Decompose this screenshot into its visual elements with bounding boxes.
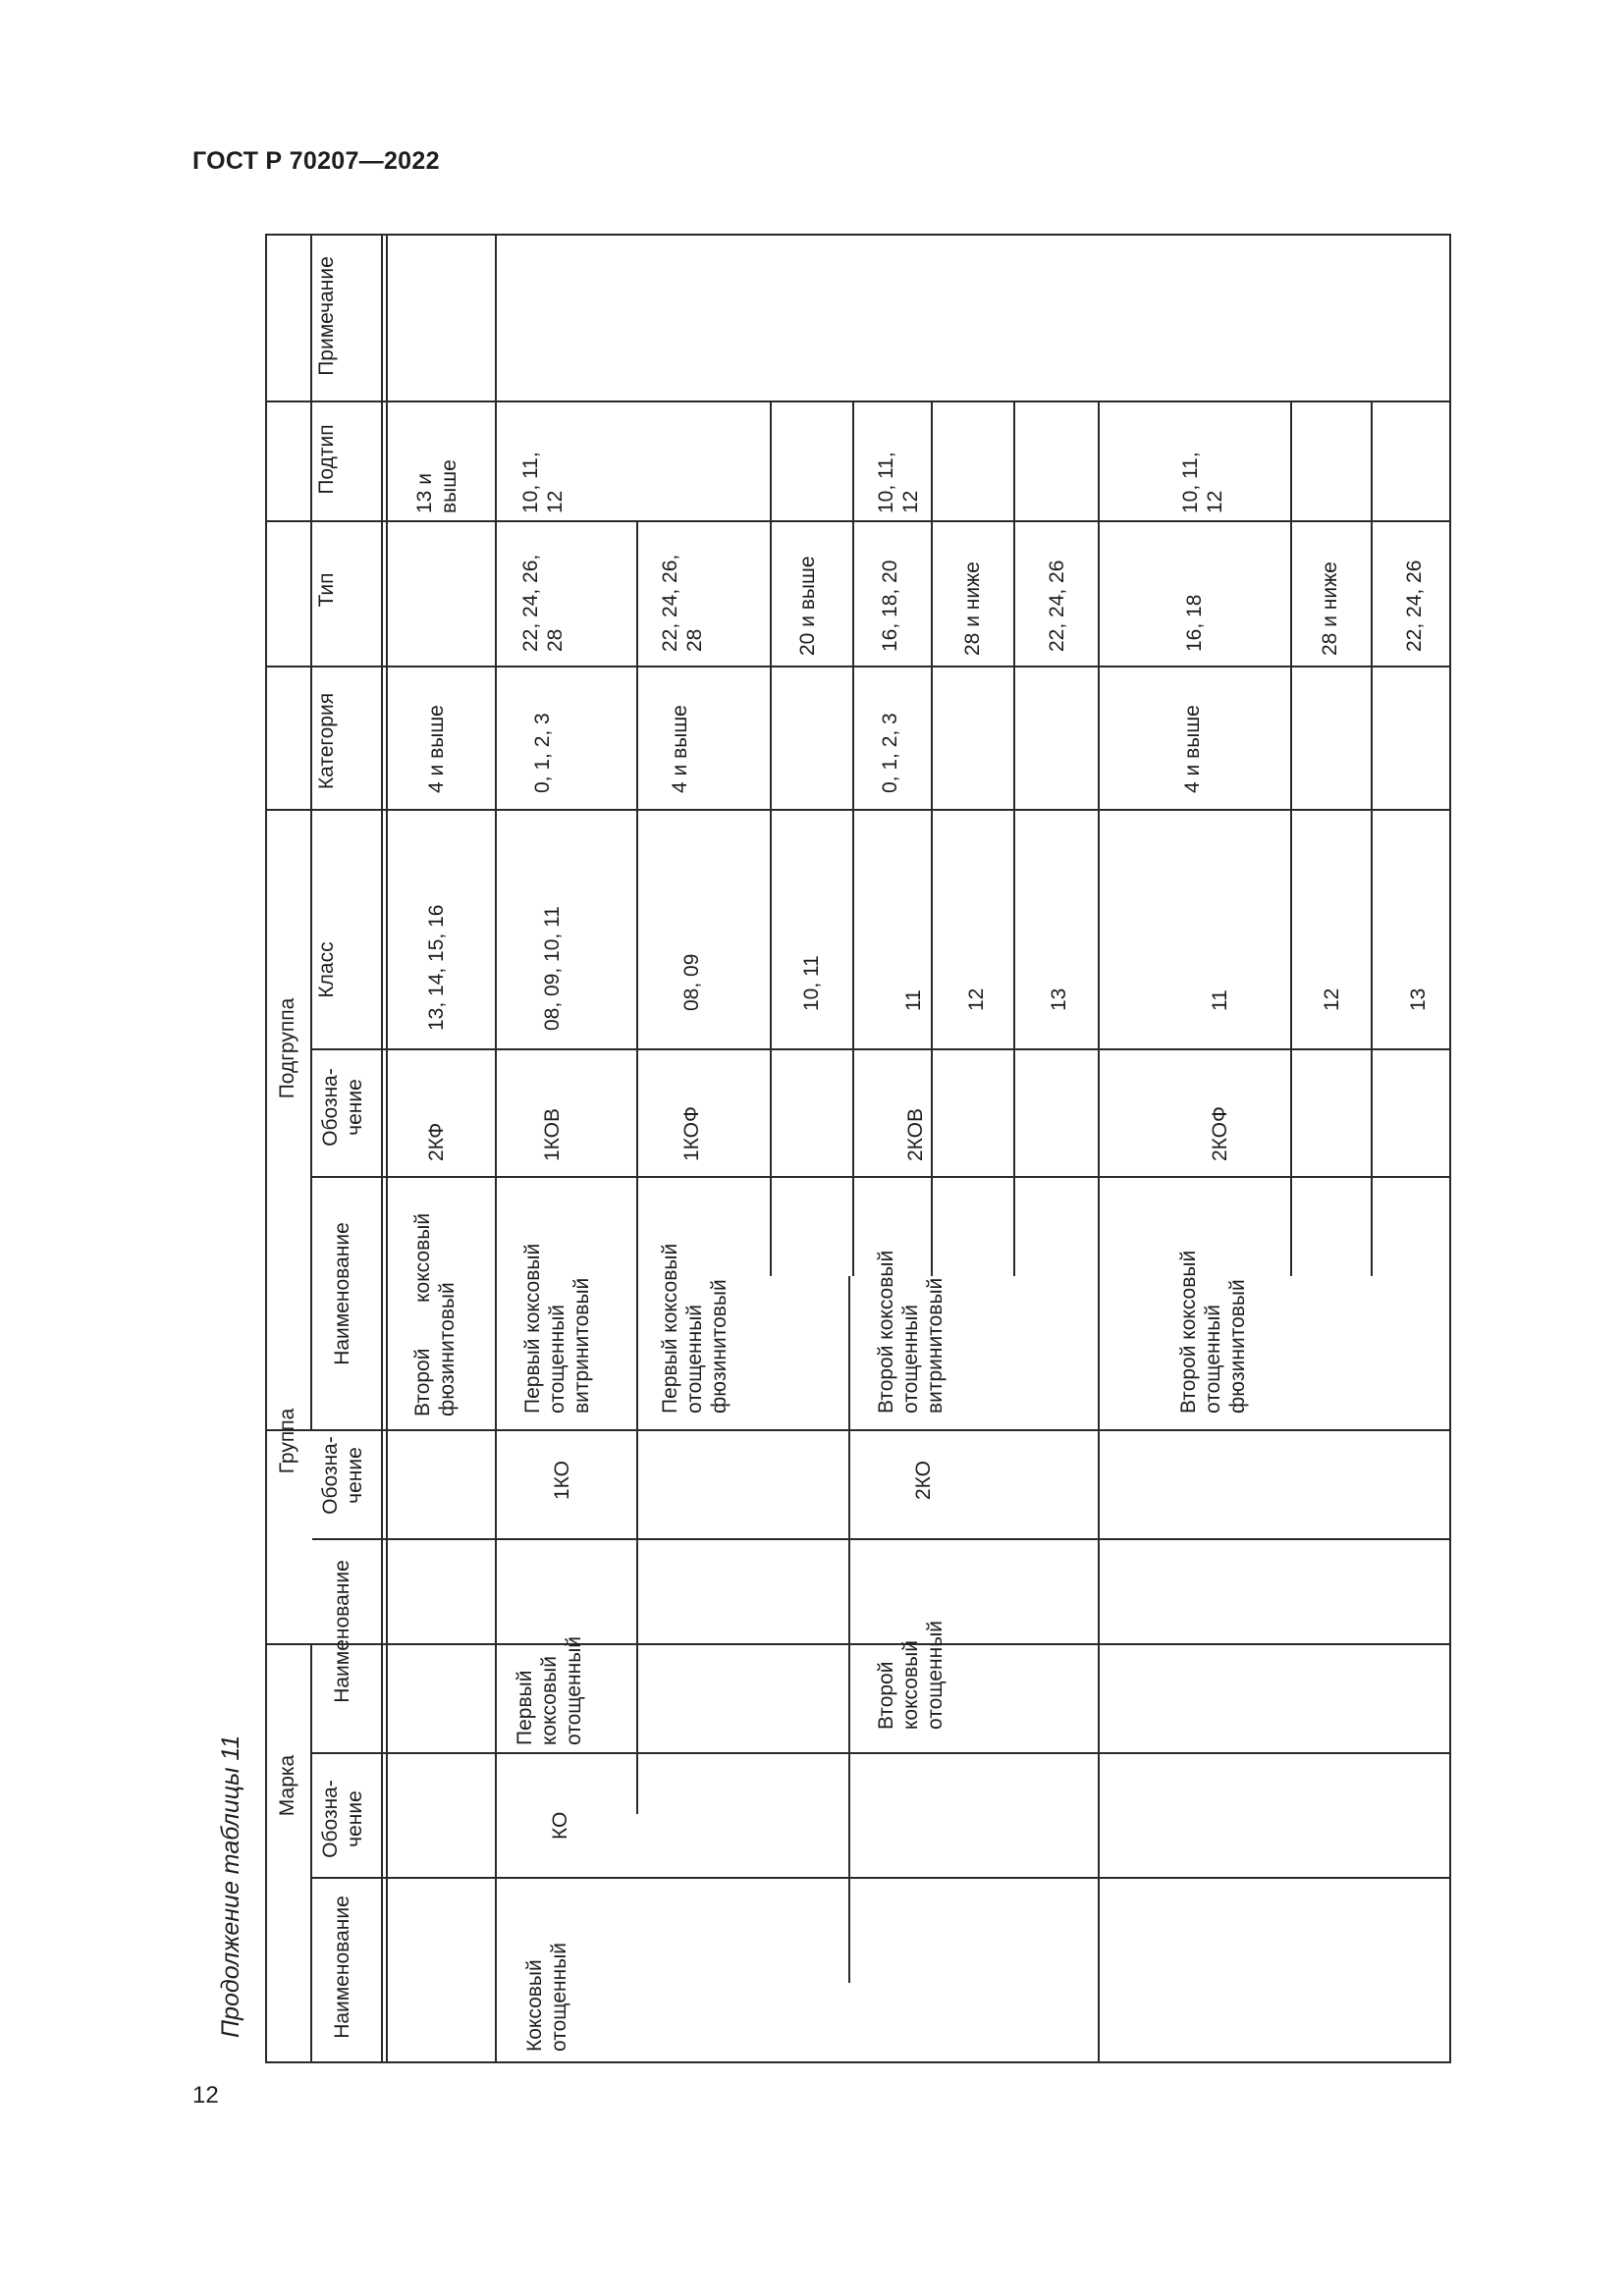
- cell-type: 22, 24, 26: [1403, 560, 1426, 652]
- col-line: [848, 1276, 850, 1983]
- cell-category: 4 и выше: [669, 705, 691, 793]
- cell-type: 16, 18, 20: [879, 560, 901, 652]
- col-line: [852, 400, 854, 1276]
- cell-group-code: 2КО: [912, 1460, 935, 1500]
- cell-category: 4 и выше: [425, 705, 448, 793]
- cell-type: 16, 18: [1183, 594, 1206, 652]
- row-line: [312, 1877, 1449, 1879]
- cell-type: 22, 24, 26: [1046, 560, 1068, 652]
- col-line: [636, 809, 638, 1814]
- cell-subgroup-name: Первый коксовый отощенный фюзинитовый: [659, 1243, 731, 1414]
- cell-subgroup-name: Первый коксовый отощенный витринитовый: [521, 1243, 593, 1414]
- header-podtip: Подтип: [315, 424, 338, 495]
- cell-subtype: 10, 11, 12: [519, 452, 567, 513]
- col-line: [1013, 400, 1015, 1276]
- header-oboznachenie: Обозна- чение: [319, 1068, 366, 1147]
- cell-type: 22, 24, 26, 28: [659, 554, 706, 652]
- cell-class: 08, 09: [680, 953, 703, 1011]
- col-line: [1290, 400, 1292, 1276]
- col-line: [310, 1643, 312, 2063]
- cell-class: 11: [902, 989, 925, 1011]
- cell-subgroup-code: 1КОВ: [541, 1107, 564, 1161]
- cell-mark-name: Коксовый отощенный: [523, 1942, 570, 2052]
- cell-mark-code: КО: [549, 1811, 571, 1840]
- cell-type: 28 и ниже: [1319, 561, 1341, 656]
- col-line: [386, 234, 388, 2063]
- cell-class: 13: [1048, 988, 1070, 1011]
- cell-class: 10, 11: [800, 955, 823, 1011]
- cell-subtype: 10, 11, 12: [875, 452, 922, 513]
- row-line: [265, 666, 1449, 667]
- cell-type: 20 и выше: [796, 556, 819, 656]
- col-line: [1371, 400, 1373, 1276]
- cell-subgroup-code: 2КОВ: [904, 1107, 927, 1161]
- cell-subgroup-name: Второй коксовый отощенный фюзинитовый: [1177, 1250, 1249, 1414]
- cell-subgroup-code: 2КОФ: [1209, 1106, 1231, 1161]
- classification-table: [265, 234, 1451, 2063]
- row-line: [312, 1752, 1449, 1754]
- header-tip: Тип: [315, 572, 338, 608]
- col-line: [495, 234, 497, 2063]
- header-podgruppa: Подгруппа: [276, 997, 298, 1099]
- header-naimenovanie: Наименование: [331, 1896, 353, 2039]
- cell-category: 0, 1, 2, 3: [879, 713, 901, 793]
- col-line: [931, 400, 933, 1276]
- header-oboznachenie: Обозна- чение: [319, 1780, 366, 1858]
- col-line: [381, 234, 383, 2063]
- header-naimenovanie: Наименование: [331, 1222, 353, 1365]
- cell-category: 0, 1, 2, 3: [531, 713, 554, 793]
- header-primechanie: Примечание: [315, 256, 338, 376]
- row-line: [265, 1643, 1449, 1645]
- cell-class: 13: [1407, 988, 1430, 1011]
- header-naimenovanie: Наименование: [331, 1560, 353, 1703]
- cell-subgroup-name: Второй коксовый отощенный витринитовый: [875, 1250, 947, 1414]
- document-id: ГОСТ Р 70207—2022: [192, 147, 440, 175]
- table-caption: Продолжение таблицы 11: [217, 1735, 244, 2038]
- col-line: [310, 234, 312, 1048]
- row-line: [312, 1176, 1449, 1178]
- cell-subgroup-code: 1КОФ: [680, 1106, 703, 1161]
- cell-subgroup-name: Второй коксовый фюзинитовый: [411, 1212, 459, 1416]
- cell-class: 12: [965, 988, 988, 1011]
- cell-class: 13, 14, 15, 16: [425, 904, 448, 1031]
- col-line: [310, 1048, 312, 1429]
- cell-class: 08, 09, 10, 11: [541, 906, 564, 1031]
- cell-group-name: Первый коксовый отощенный: [514, 1635, 585, 1745]
- cell-class: 12: [1321, 988, 1343, 1011]
- header-klass: Класс: [315, 941, 338, 998]
- header-marka: Марка: [276, 1754, 298, 1817]
- row-line: [312, 1048, 1449, 1050]
- header-kategoriya: Категория: [315, 692, 338, 790]
- header-oboznachenie: Обозна- чение: [319, 1436, 366, 1515]
- col-line: [636, 520, 638, 809]
- header-gruppa: Группа: [276, 1408, 298, 1474]
- row-line: [265, 1429, 1449, 1431]
- col-line: [770, 400, 772, 1276]
- cell-category: 4 и выше: [1181, 705, 1204, 793]
- cell-subtype: 13 и выше: [413, 459, 460, 513]
- cell-type: 28 и ниже: [961, 561, 984, 656]
- cell-group-name: Второй коксовый отощенный: [875, 1620, 947, 1730]
- cell-type: 22, 24, 26, 28: [519, 554, 567, 652]
- row-line: [265, 400, 1449, 402]
- cell-group-code: 1КО: [551, 1460, 573, 1500]
- cell-subtype: 10, 11, 12: [1179, 452, 1226, 513]
- cell-subgroup-code: 2КФ: [425, 1122, 448, 1161]
- row-line: [312, 1538, 1449, 1540]
- cell-class: 11: [1209, 989, 1231, 1011]
- col-line: [1098, 400, 1100, 2061]
- row-line: [265, 520, 1449, 522]
- page-number: 12: [192, 2082, 219, 2109]
- row-line: [265, 809, 1449, 811]
